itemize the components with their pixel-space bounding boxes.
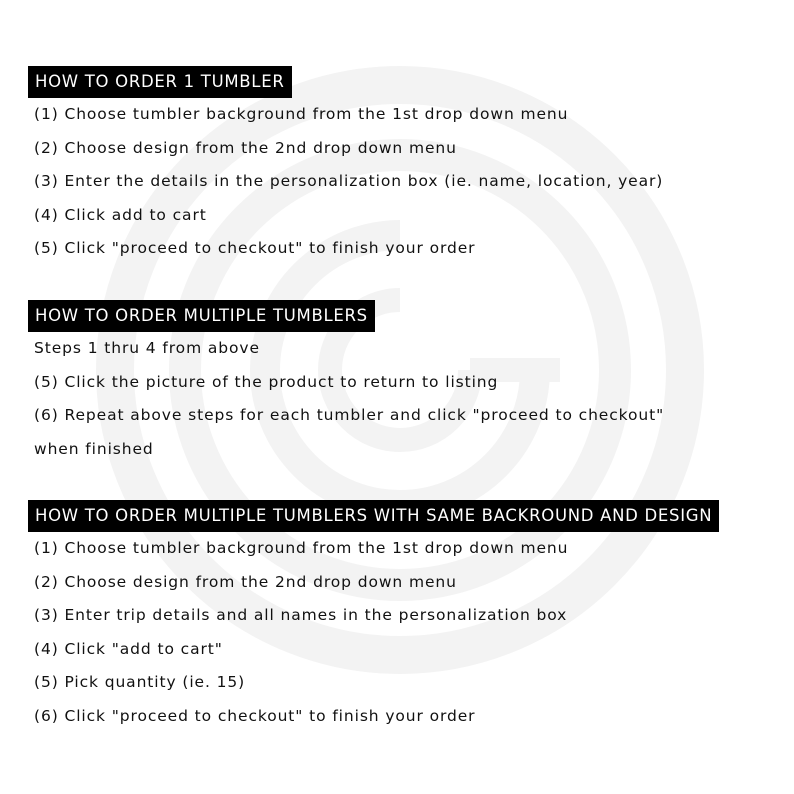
step-item: (4) Click "add to cart" — [34, 639, 223, 658]
step-item: (1) Choose tumbler background from the 1st drop down menu — [34, 539, 569, 557]
section-order-one — [28, 66, 663, 266]
section-order-multiple — [28, 300, 664, 466]
section-order-multiple-same-design — [28, 500, 719, 734]
step-item: (3) Enter trip details and all names in the personalization box — [34, 606, 568, 625]
step-item: Steps 1 thru 4 from above — [34, 339, 260, 357]
step-item: (5) Click "proceed to checkout" to finish your order — [34, 239, 476, 258]
step-item: (6) Repeat above steps for each tumbler and click "proceed to checkout" — [34, 406, 665, 425]
steps-list — [28, 98, 663, 266]
step-item: (4) Click add to cart — [34, 205, 207, 224]
steps-list — [28, 532, 719, 734]
section-heading: HOW TO ORDER 1 TUMBLER — [28, 66, 292, 98]
section-heading: HOW TO ORDER MULTIPLE TUMBLERS — [28, 300, 375, 332]
steps-list — [28, 332, 664, 466]
step-item: (2) Choose design from the 2nd drop down menu — [34, 572, 457, 591]
step-item: (5) Click the picture of the product to return to listing — [34, 372, 499, 391]
step-item: (5) Pick quantity (ie. 15) — [34, 673, 246, 692]
step-item: when finished — [34, 439, 154, 458]
step-item: (6) Click "proceed to checkout" to finish your order — [34, 706, 476, 725]
step-item: (3) Enter the details in the personalization box (ie. name, location, year) — [34, 172, 664, 191]
step-item: (2) Choose design from the 2nd drop down menu — [34, 138, 457, 157]
section-heading: HOW TO ORDER MULTIPLE TUMBLERS WITH SAME BACKROUND AND DESIGN — [28, 500, 719, 532]
step-item: (1) Choose tumbler background from the 1st drop down menu — [34, 105, 569, 123]
